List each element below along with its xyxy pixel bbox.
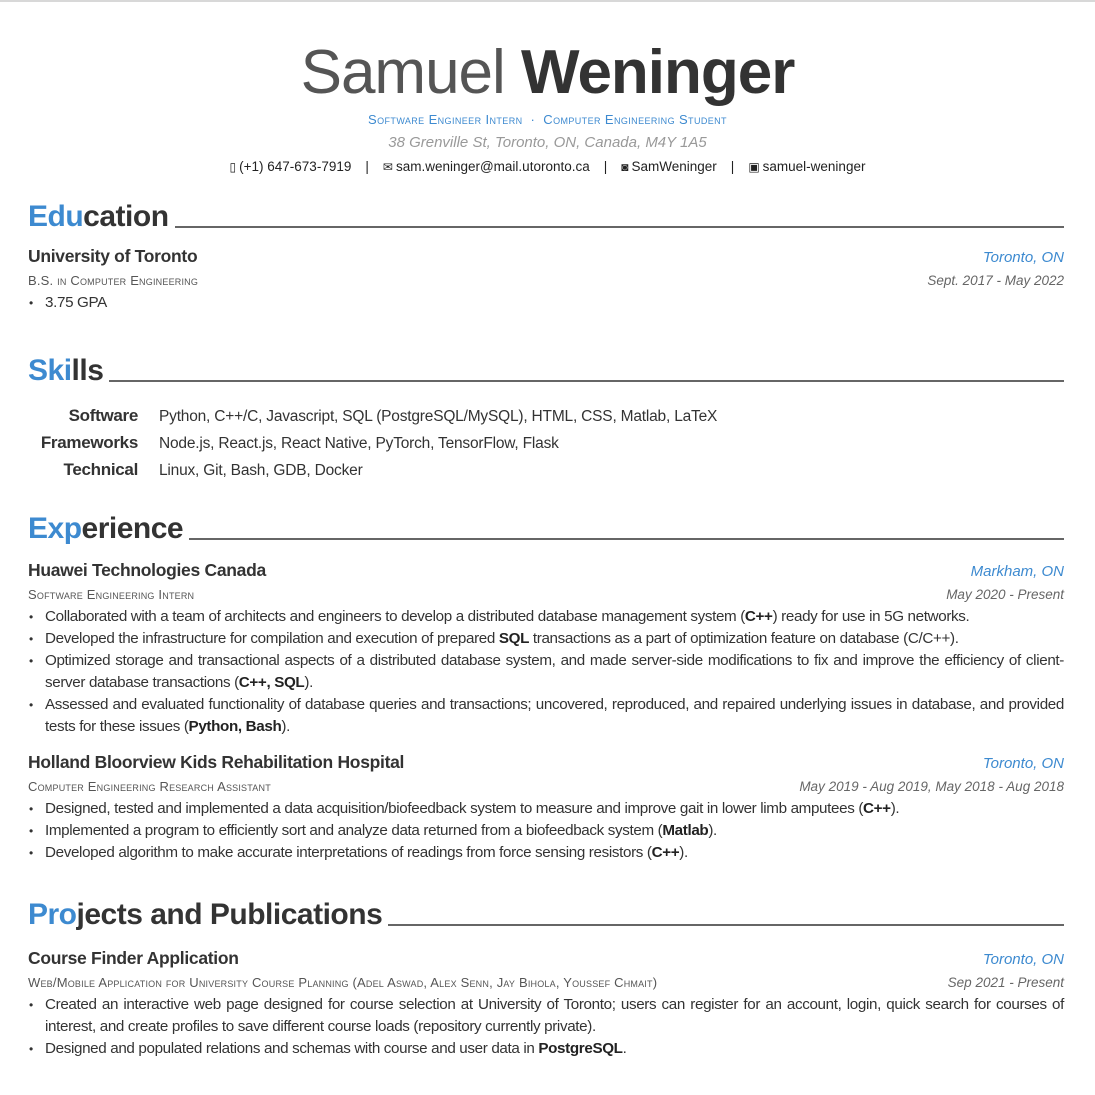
separator: | bbox=[365, 159, 369, 174]
skills-table bbox=[28, 406, 1064, 482]
entry bbox=[28, 752, 1064, 864]
bold-text: C++ bbox=[651, 844, 680, 861]
bullet-list bbox=[28, 606, 1064, 738]
skill-category: Software bbox=[68, 406, 138, 425]
skill-category: Frameworks bbox=[40, 433, 138, 452]
list-item bbox=[28, 994, 1064, 1038]
list-item bbox=[28, 694, 1064, 738]
text: ). bbox=[304, 674, 313, 691]
text: Assessed and evaluated functionality of database queries and transactions; uncovered, reproduced, and repaired underlying issues in database, and provided tests for these issues ( bbox=[45, 696, 1064, 735]
separator: · bbox=[530, 112, 536, 127]
entry bbox=[28, 246, 1064, 314]
text: Implemented a program to efficiently sort and analyze data returned from a biofeedback system ( bbox=[45, 822, 663, 839]
list-item bbox=[28, 798, 1064, 820]
github-icon: ◙ bbox=[621, 160, 629, 174]
date: May 2019 - Aug 2019, May 2018 - Aug 2018 bbox=[799, 779, 1064, 794]
contact-list bbox=[0, 159, 1095, 174]
text: Developed the infrastructure for compilation and execution of prepared bbox=[45, 630, 499, 647]
text: Developed algorithm to make accurate interpretations of readings from force sensing resistors ( bbox=[45, 844, 652, 861]
divider bbox=[175, 226, 1064, 228]
resume-header bbox=[0, 2, 1095, 174]
entry-header bbox=[28, 752, 1064, 773]
position: Computer Engineering Student bbox=[543, 112, 727, 127]
contact-github[interactable] bbox=[621, 159, 717, 174]
heading-accent: Pro bbox=[28, 898, 77, 931]
bold-text: SQL bbox=[498, 630, 530, 647]
address: 38 Grenville St, Toronto, ON, Canada, M4Y 1A5 bbox=[388, 134, 707, 151]
text: Created an interactive web page designed for course selection at University of Toronto; users can register for an account, login, quick search for courses of interest, and create profiles to save different course loads (repository currently private). bbox=[45, 996, 1064, 1035]
full-name bbox=[0, 40, 1095, 106]
entry-subheader bbox=[28, 779, 1064, 794]
list-item bbox=[28, 1038, 1064, 1060]
entry-header bbox=[28, 246, 1064, 267]
divider bbox=[109, 380, 1064, 382]
heading-rest: lls bbox=[71, 354, 104, 387]
last-name: Weninger bbox=[521, 38, 795, 107]
bold-text: PostgreSQL bbox=[538, 1040, 623, 1057]
list-item bbox=[28, 820, 1064, 842]
entry bbox=[28, 948, 1064, 1060]
skill-list: Node.js, React.js, React Native, PyTorch, TensorFlow, Flask bbox=[159, 435, 559, 452]
section-heading bbox=[28, 200, 1064, 234]
bullet-list bbox=[28, 798, 1064, 864]
heading-accent: Exp bbox=[28, 512, 82, 545]
heading-rest: jects and Publications bbox=[76, 898, 383, 931]
text: Optimized storage and transactional aspects of a distributed database system, and made server-side modifications to fix and improve the efficiency of client-server database transactions ( bbox=[45, 652, 1064, 691]
skill-list: Linux, Git, Bash, GDB, Docker bbox=[159, 462, 363, 479]
heading-rest: erience bbox=[81, 512, 184, 545]
date: Sept. 2017 - May 2022 bbox=[927, 273, 1064, 288]
projects-section bbox=[28, 898, 1064, 1060]
list-item bbox=[28, 628, 1064, 650]
text: ). bbox=[281, 718, 290, 735]
heading-accent: Edu bbox=[28, 200, 84, 233]
location: Toronto, ON bbox=[982, 755, 1064, 772]
text: transactions as a part of optimization feature on database (C/C++). bbox=[529, 630, 959, 647]
contact-linkedin[interactable] bbox=[748, 159, 865, 174]
bold-text: Python, Bash bbox=[188, 718, 282, 735]
list-item bbox=[28, 842, 1064, 864]
entry-header bbox=[28, 948, 1064, 969]
bold-text: C++ bbox=[744, 608, 773, 625]
contact-text[interactable]: sam.weninger@mail.utoronto.ca bbox=[395, 159, 590, 174]
organization: University of Toronto bbox=[28, 246, 198, 266]
date: May 2020 - Present bbox=[946, 587, 1064, 602]
contact-text[interactable]: samuel-weninger bbox=[762, 159, 866, 174]
text: ). bbox=[890, 800, 900, 817]
text: . bbox=[622, 1040, 627, 1057]
contact-text[interactable]: SamWeninger bbox=[631, 159, 717, 174]
education-section bbox=[28, 200, 1064, 314]
date: Sep 2021 - Present bbox=[947, 975, 1064, 990]
location: Toronto, ON bbox=[982, 249, 1064, 266]
section-heading bbox=[28, 898, 1064, 932]
heading-rest: cation bbox=[83, 200, 169, 233]
list-item bbox=[28, 292, 1064, 314]
organization: Huawei Technologies Canada bbox=[28, 560, 266, 580]
list-item bbox=[28, 650, 1064, 694]
text: ). bbox=[679, 844, 688, 861]
organization: Holland Bloorview Kids Rehabilitation Hospital bbox=[28, 752, 405, 772]
skill-list: Python, C++/C, Javascript, SQL (PostgreSQL/MySQL), HTML, CSS, Matlab, LaTeX bbox=[159, 408, 718, 425]
divider bbox=[388, 924, 1064, 926]
divider bbox=[189, 538, 1064, 540]
text: 3.75 GPA bbox=[45, 294, 107, 311]
contact-mobile-phone[interactable] bbox=[230, 159, 352, 174]
contact-text[interactable]: (+1) 647-673-7919 bbox=[239, 159, 352, 174]
position: Software Engineer Intern bbox=[368, 112, 523, 127]
text: Collaborated with a team of architects and engineers to develop a distributed database management system ( bbox=[45, 608, 745, 625]
section-heading bbox=[28, 512, 1064, 546]
first-name: Samuel bbox=[300, 38, 505, 107]
skills-section bbox=[28, 354, 1064, 482]
text: Designed, tested and implemented a data acquisition/biofeedback system to measure and improve gait in lower limb amputees ( bbox=[45, 800, 864, 817]
organization: Course Finder Application bbox=[28, 948, 239, 968]
text: ) ready for use in 5G networks. bbox=[772, 608, 970, 625]
heading-accent: Ski bbox=[28, 354, 72, 387]
entry-subheader bbox=[28, 273, 1064, 288]
text: Designed and populated relations and schemas with course and user data in bbox=[45, 1040, 539, 1057]
separator: | bbox=[603, 159, 608, 174]
location: Markham, ON bbox=[970, 563, 1064, 580]
entry bbox=[28, 560, 1064, 738]
location: Toronto, ON bbox=[982, 951, 1064, 968]
text: ). bbox=[708, 822, 717, 839]
entry-subheader bbox=[28, 975, 1064, 990]
bold-text: Matlab bbox=[662, 822, 709, 839]
separator: | bbox=[730, 159, 735, 174]
entry-header bbox=[28, 560, 1064, 581]
entry-subheader bbox=[28, 587, 1064, 602]
bullet-list bbox=[28, 994, 1064, 1060]
role: B.S. in Computer Engineering bbox=[28, 273, 199, 288]
mobile-phone-icon: ▯ bbox=[229, 160, 237, 174]
section-heading bbox=[28, 354, 1064, 388]
skill-category: Technical bbox=[63, 460, 138, 479]
positions bbox=[0, 112, 1095, 127]
experience-section bbox=[28, 512, 1064, 864]
envelope-icon: ✉ bbox=[382, 160, 393, 174]
bold-text: C++ bbox=[863, 800, 891, 817]
bold-text: C++, SQL bbox=[238, 674, 305, 691]
role: Web/Mobile Application for University Course Planning (Adel Aswad, Alex Senn, Jay Bihola, Youssef Chmait) bbox=[28, 975, 658, 990]
contact-envelope[interactable] bbox=[383, 159, 590, 174]
list-item bbox=[28, 606, 1064, 628]
linkedin-icon: ▣ bbox=[748, 160, 760, 174]
bullet-list bbox=[28, 292, 1064, 314]
role: Software Engineering Intern bbox=[28, 587, 195, 602]
role: Computer Engineering Research Assistant bbox=[28, 779, 271, 794]
